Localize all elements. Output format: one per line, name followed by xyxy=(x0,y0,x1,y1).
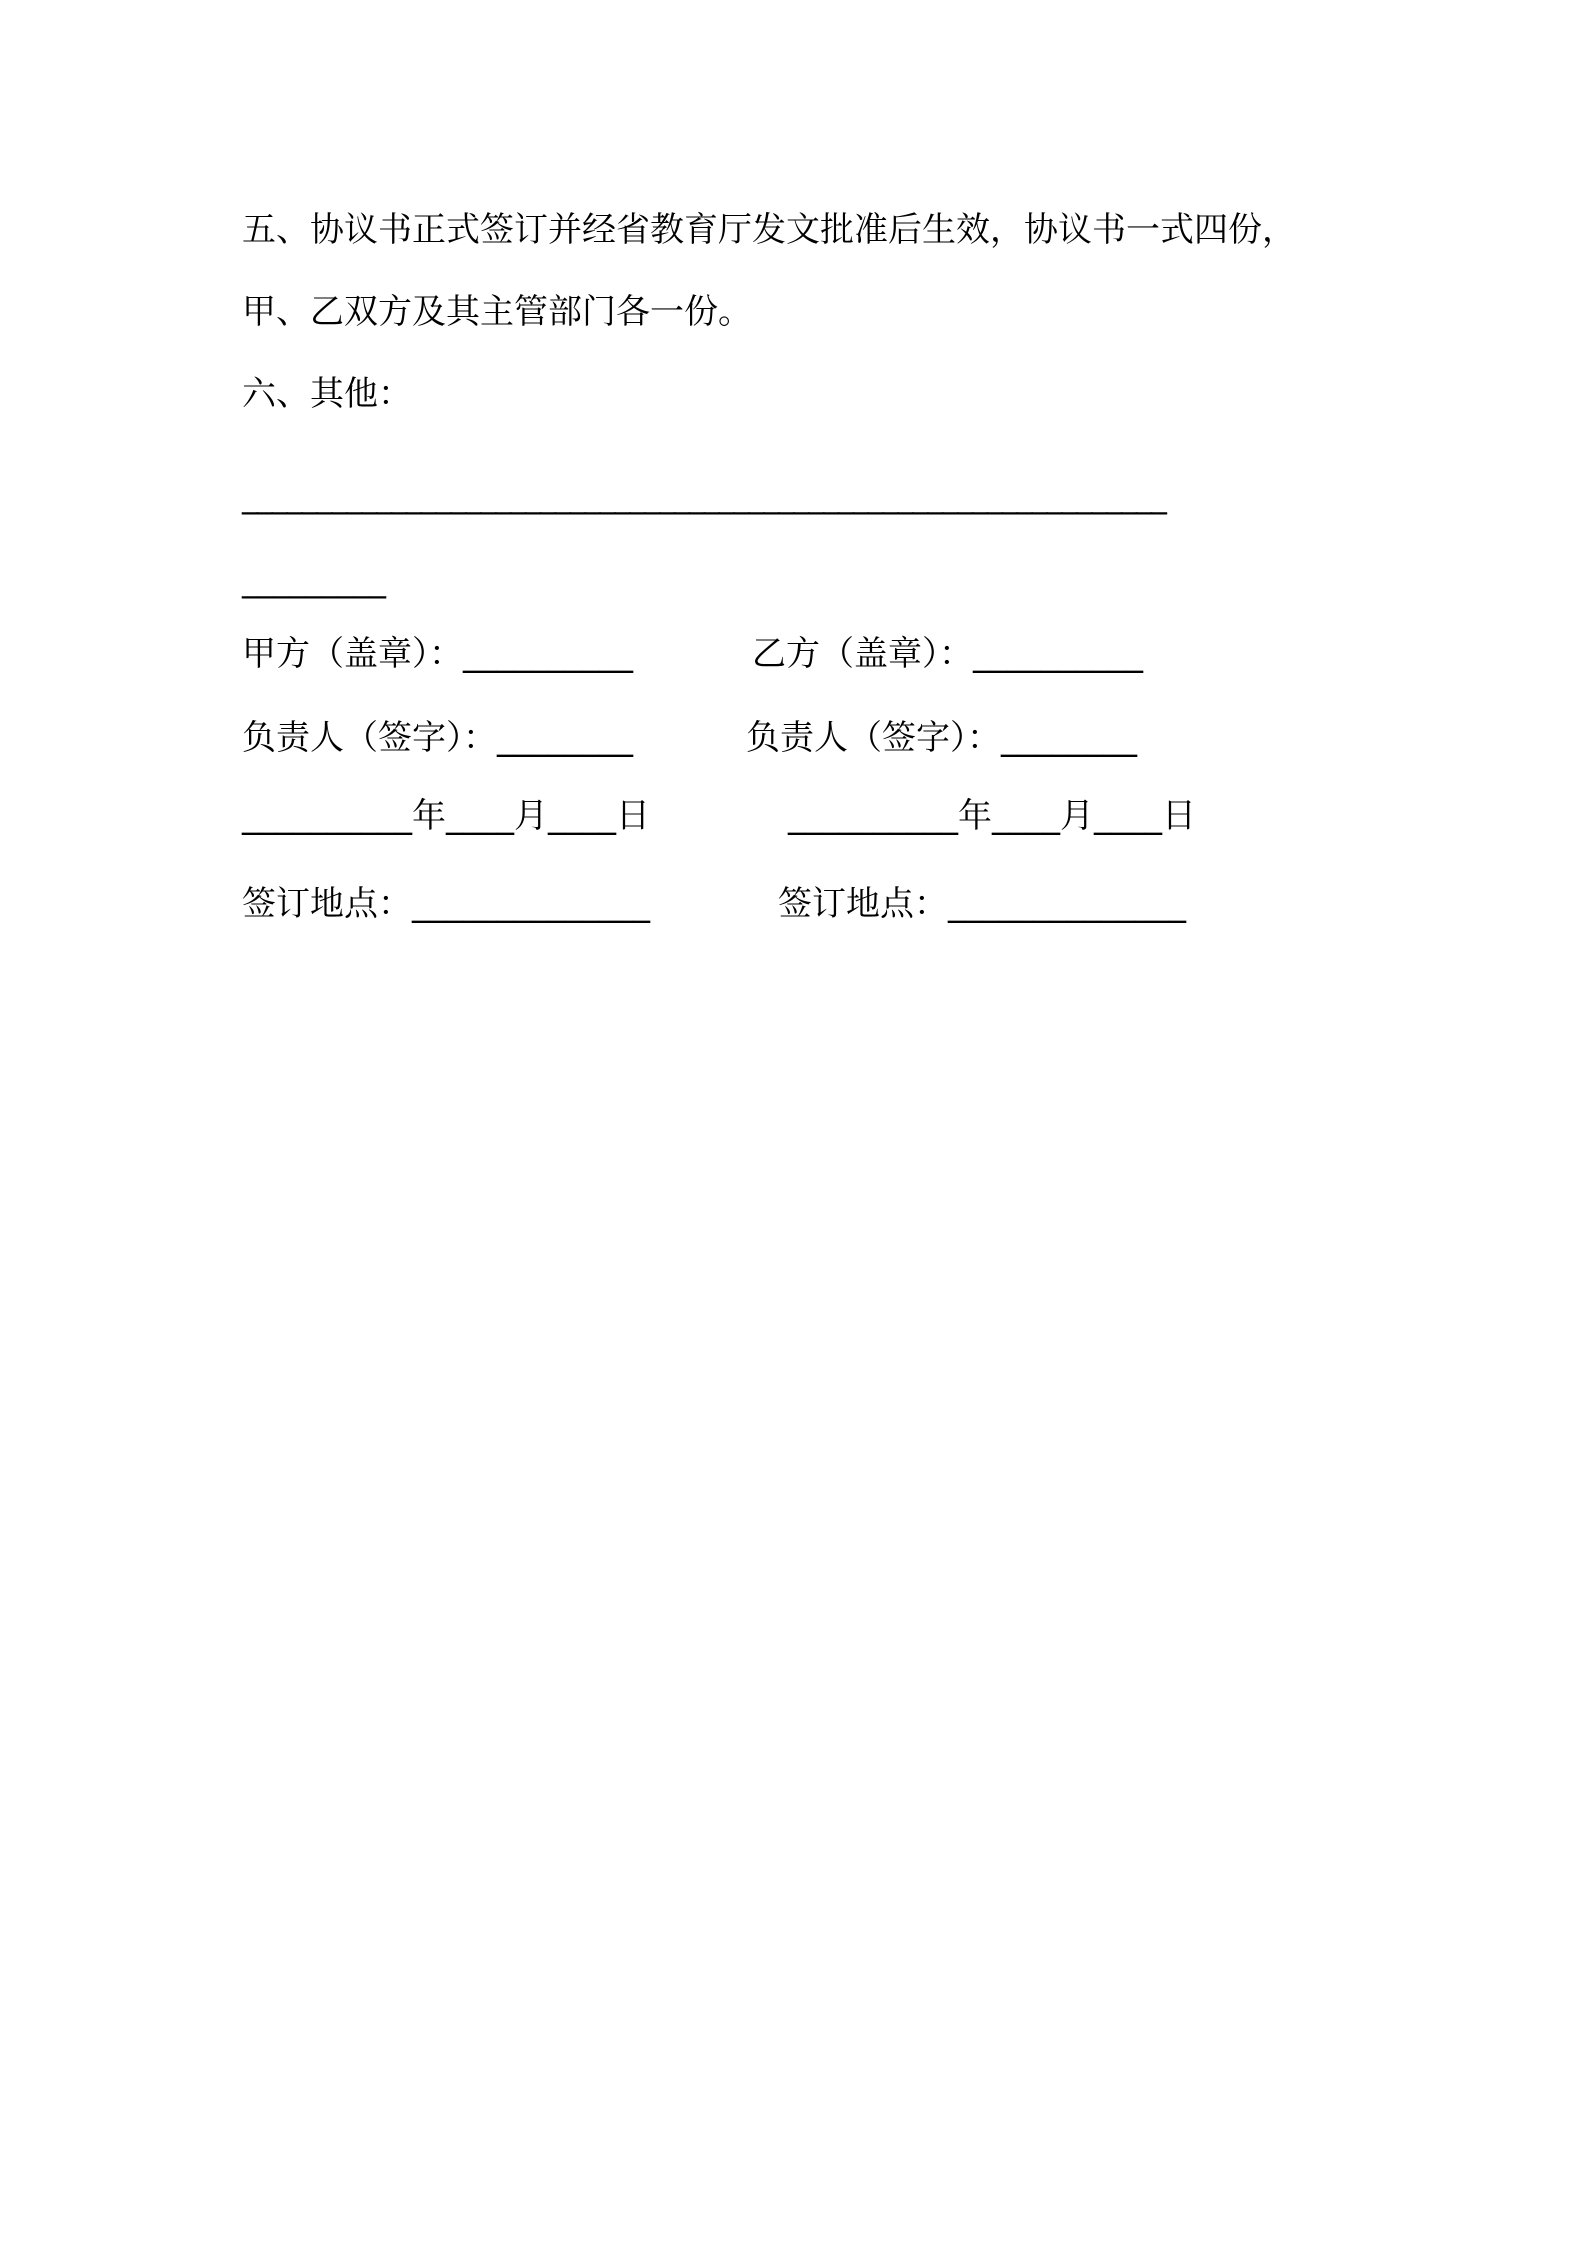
party-a-date: __________年____月____日 xyxy=(242,796,650,836)
party-a-signer: 负责人（签字）：________ xyxy=(242,718,633,758)
party-a-signing-place: 签订地点：______________ xyxy=(242,884,650,924)
party-a-seal: 甲方（盖章）：__________ xyxy=(242,634,633,674)
party-b-seal: 乙方（盖章）：__________ xyxy=(752,634,1143,674)
blank-line-long: ______________________________________________________________ xyxy=(242,477,1166,515)
clause-6-heading: 六、其他： xyxy=(242,374,412,414)
party-b-date: __________年____月____日 xyxy=(788,796,1196,836)
party-b-signing-place: 签订地点：______________ xyxy=(778,884,1186,924)
clause-5-line-2: 甲、乙双方及其主管部门各一份。 xyxy=(242,292,752,332)
blank-line-short: _________ xyxy=(242,561,386,599)
party-b-signer: 负责人（签字）：________ xyxy=(746,718,1137,758)
clause-5-line-1: 五、协议书正式签订并经省教育厅发文批准后生效，协议书一式四份， xyxy=(242,210,1296,250)
